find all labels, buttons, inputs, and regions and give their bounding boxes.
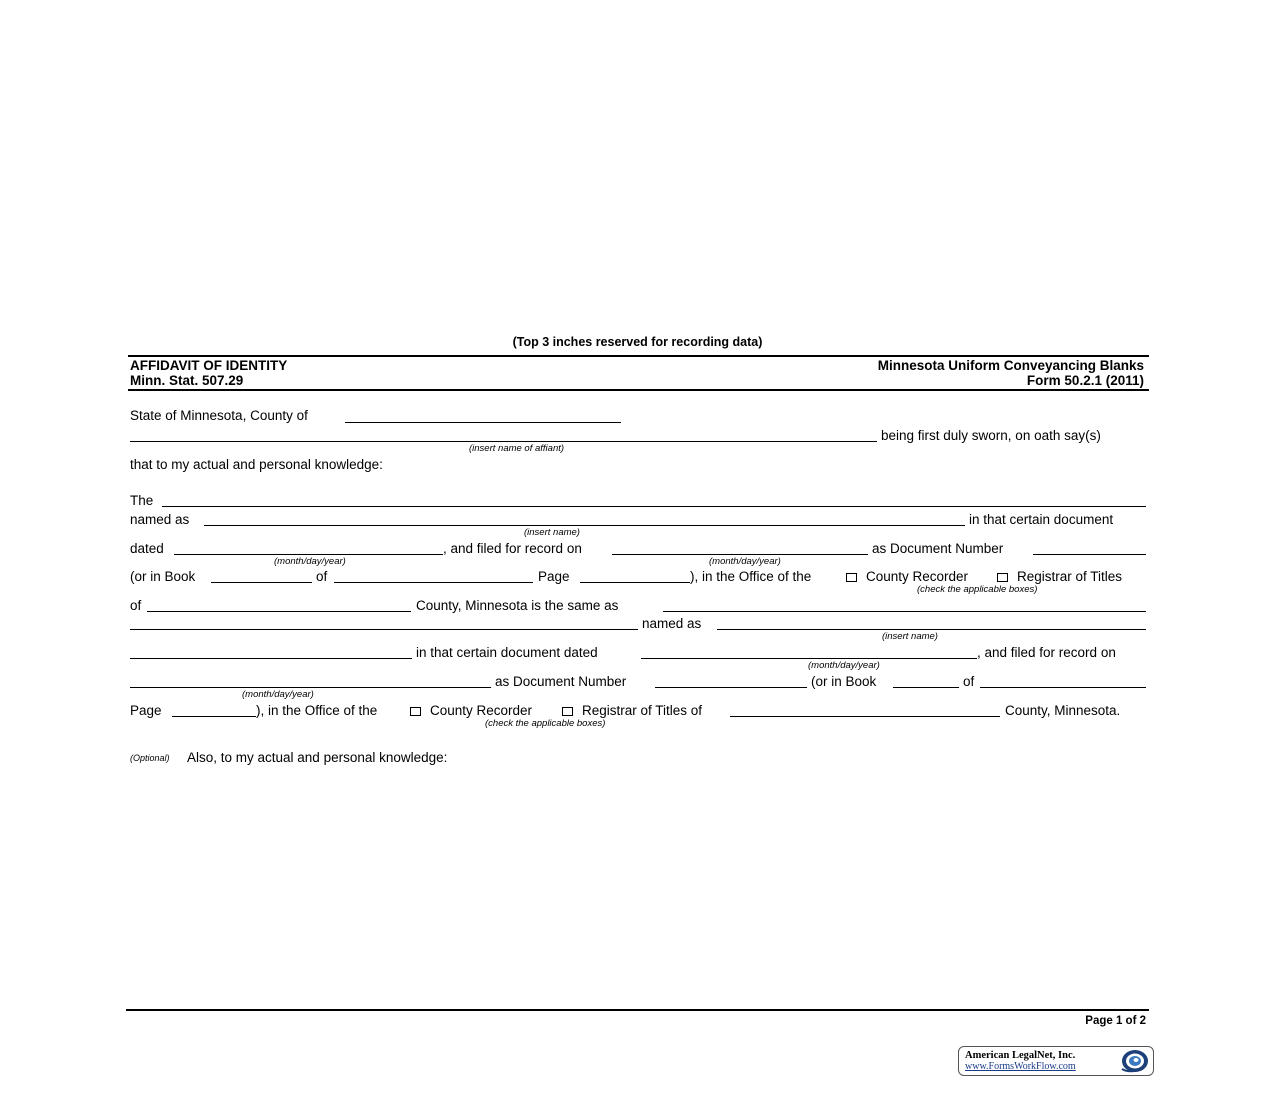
the-label: The — [130, 493, 154, 508]
dated-blank[interactable] — [174, 554, 443, 555]
or-in-book-label-2: (or in Book — [811, 674, 877, 689]
same-as-blank-2[interactable] — [130, 629, 638, 630]
dated-blank-2[interactable] — [641, 658, 977, 659]
registrar-county-blank[interactable] — [730, 716, 1000, 717]
american-legalnet-badge[interactable] — [958, 1046, 1154, 1076]
page-label-2: Page — [130, 703, 162, 718]
county-recorder-checkbox-2[interactable] — [410, 707, 421, 716]
page-blank[interactable] — [580, 582, 690, 583]
registrar-checkbox-2[interactable] — [562, 707, 573, 716]
named-as-blank-2[interactable] — [717, 629, 1146, 630]
county-recorder-label: County Recorder — [866, 569, 969, 584]
second-name-blank[interactable] — [130, 658, 412, 659]
named-as-label-2: named as — [642, 616, 702, 631]
registrar-of-label: Registrar of Titles of — [582, 703, 703, 718]
book-blank[interactable] — [211, 582, 312, 583]
reserved-note: (Top 3 inches reserved for recording data) — [512, 335, 763, 349]
dated-label: dated — [130, 541, 164, 556]
of-label: of — [316, 569, 328, 584]
county-blank-2[interactable] — [147, 611, 411, 612]
registrar-checkbox[interactable] — [997, 573, 1008, 582]
document-number-blank-2[interactable] — [655, 687, 807, 688]
company-name: American LegalNet, Inc. — [965, 1050, 1076, 1061]
the-blank[interactable] — [162, 506, 1146, 507]
being-sworn-text: being first duly sworn, on oath say(s) — [881, 428, 1101, 443]
named-as-label: named as — [130, 512, 190, 527]
of-blank[interactable] — [334, 582, 533, 583]
county-recorder-checkbox[interactable] — [846, 573, 857, 582]
form-title: AFFIDAVIT OF IDENTITY — [130, 358, 288, 373]
document-number-label-2: as Document Number — [495, 674, 627, 689]
knowledge-text: that to my actual and personal knowledge: — [130, 457, 383, 472]
insert-name-caption: (insert name) — [524, 527, 580, 538]
document-number-blank[interactable] — [1033, 554, 1146, 555]
county-recorder-label-2: County Recorder — [430, 703, 533, 718]
filed-date-caption-2: (month/day/year) — [242, 689, 314, 700]
county-blank[interactable] — [345, 422, 621, 423]
dated-caption-2: (month/day/year) — [808, 660, 880, 671]
dated-caption: (month/day/year) — [274, 556, 346, 567]
series-name: Minnesota Uniform Conveyancing Blanks — [877, 358, 1144, 373]
page-label: Page — [538, 569, 570, 584]
formsworkflow-logo-icon — [1119, 1049, 1149, 1073]
filed-for-record-text-2: , and filed for record on — [977, 645, 1116, 660]
office-text: ), in the Office of the — [690, 569, 812, 584]
check-boxes-caption-2: (check the applicable boxes) — [485, 718, 606, 729]
county-same-text: County, Minnesota is the same as — [416, 598, 619, 613]
insert-name-caption-2: (insert name) — [882, 631, 938, 642]
office-text-2: ), in the Office of the — [256, 703, 378, 718]
named-as-blank[interactable] — [204, 525, 965, 526]
certain-doc-dated-text: in that certain document dated — [416, 645, 598, 660]
filed-date-blank[interactable] — [612, 554, 868, 555]
optional-note: (Optional) — [130, 753, 170, 763]
header-top-rule — [128, 355, 1149, 357]
footer-rule — [126, 1009, 1149, 1011]
page-number: Page 1 of 2 — [1085, 1015, 1146, 1027]
certain-document-text: in that certain document — [969, 512, 1114, 527]
affiant-caption: (insert name of affiant) — [469, 443, 565, 454]
affiant-name-blank[interactable] — [130, 441, 877, 442]
also-knowledge-text: Also, to my actual and personal knowledge: — [187, 750, 448, 765]
book-blank-2[interactable] — [893, 687, 959, 688]
filed-date-caption: (month/day/year) — [709, 556, 781, 567]
header-bottom-rule — [128, 389, 1149, 391]
statute-ref: Minn. Stat. 507.29 — [130, 373, 244, 388]
same-as-blank[interactable] — [663, 611, 1146, 612]
registrar-label: Registrar of Titles — [1017, 569, 1123, 584]
county-mn-end-text: County, Minnesota. — [1005, 703, 1121, 718]
filed-for-record-text: , and filed for record on — [443, 541, 582, 556]
or-in-book-label: (or in Book — [130, 569, 196, 584]
of-label-3: of — [963, 674, 975, 689]
company-url[interactable]: www.FormsWorkFlow.com — [965, 1061, 1076, 1072]
page-blank-2[interactable] — [172, 716, 256, 717]
form-number: Form 50.2.1 (2011) — [1026, 373, 1144, 388]
state-county-label: State of Minnesota, County of — [130, 408, 308, 423]
of-label-2: of — [130, 598, 142, 613]
check-boxes-caption: (check the applicable boxes) — [917, 584, 1038, 595]
filed-date-blank-2[interactable] — [130, 687, 491, 688]
of-blank-2[interactable] — [980, 687, 1146, 688]
document-number-label: as Document Number — [872, 541, 1004, 556]
